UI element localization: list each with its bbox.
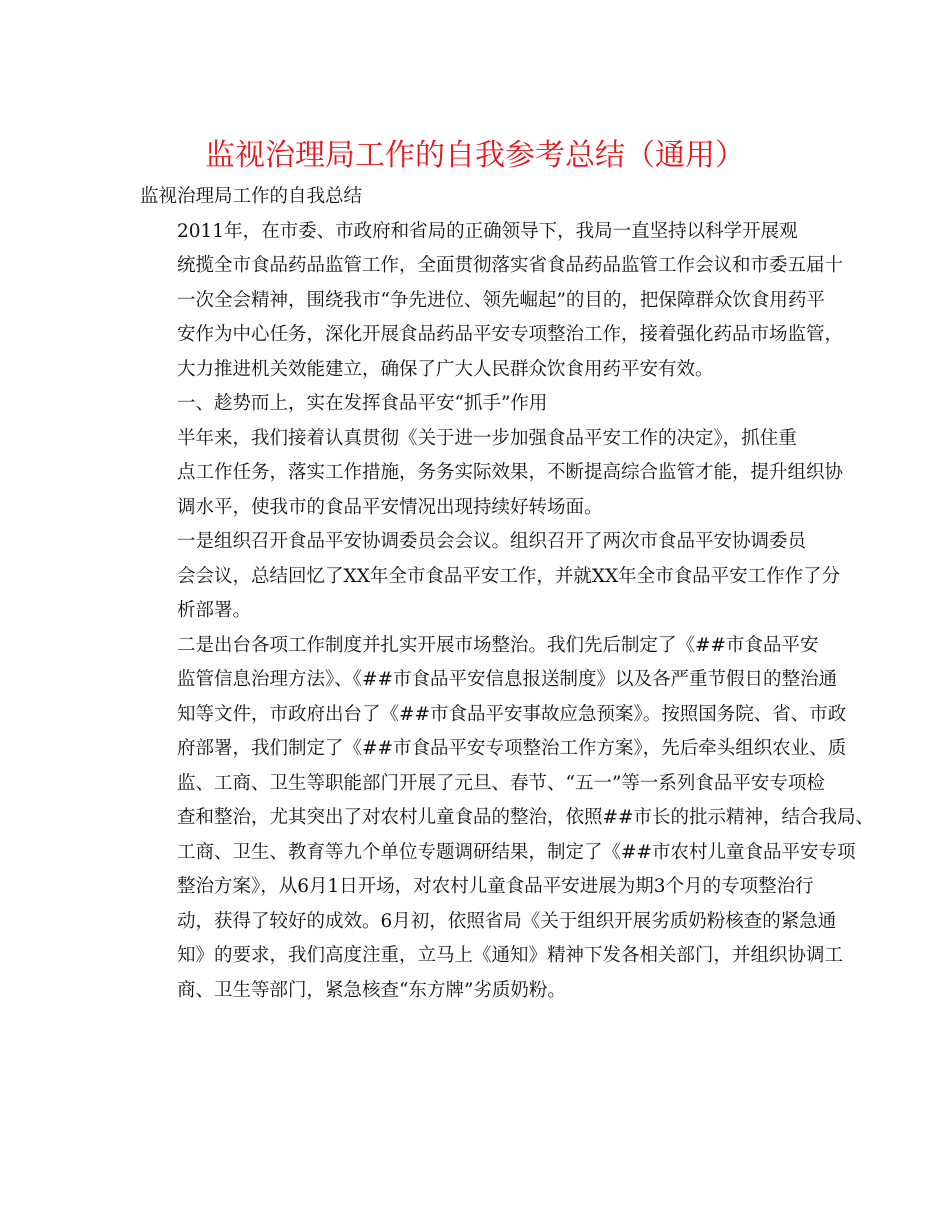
text-line: 动，获得了较好的成效。6月初，依照省局《关于组织开展劣质奶粉核查的紧急通 (177, 910, 837, 932)
text-line: 知》的要求，我们高度注重，立马上《通知》精神下发各相关部门，并组织协调工 (177, 945, 844, 966)
paragraph-half-year (140, 422, 844, 526)
document-subtitle (140, 180, 820, 215)
text-line: 商、卫生等部门，紧急核查“东方牌”劣质奶粉。 (177, 979, 566, 1001)
text-line: 二是出台各项工作制度并扎实开展市场整治。我们先后制定了《##市食品平安 (177, 634, 819, 656)
text-line: 2011年，在市委、市政府和省局的正确领导下，我局一直坚持以科学开展观 (177, 220, 798, 242)
section-heading-one (140, 387, 820, 422)
text-line: 会会议，总结回忆了XX年全市食品平安工作，并就XX年全市食品平安工作作了分 (177, 565, 841, 587)
text-line: 统揽全市食品药品监管工作，全面贯彻落实省食品药品监管工作会议和市委五届十 (177, 255, 844, 276)
text-line: 查和整治，尤其突出了对农村儿童食品的整治，依照##市长的批示精神，结合我局、 (177, 807, 875, 828)
text-line: 整治方案》，从6月1日开场，对农村儿童食品平安进展为期3个月的专项整治行 (177, 876, 814, 897)
text-line: 一是组织召开食品平安协调委员会会议。组织召开了两次市食品平安协调委员 (177, 531, 807, 552)
text-line: 工商、卫生、教育等九个单位专题调研结果，制定了《##市农村儿童食品平安专项 (177, 841, 856, 863)
text-line: 一次全会精神，围绕我市“争先进位、领先崛起”的目的，把保障群众饮食用药平 (177, 289, 825, 311)
text-line: 府部署，我们制定了《##市食品平安专项整治工作方案》，先后牵头组织农业、质 (177, 738, 847, 759)
text-line: 监管信息治理方法》、《##市食品平安信息报送制度》以及各严重节假日的整治通 (177, 669, 838, 690)
text-line: 监、工商、卫生等职能部门开展了元旦、春节、“五一”等一系列食品平安专项检 (177, 772, 825, 794)
text-line: 知等文件，市政府出台了《##市食品平安事故应急预案》。按照国务院、省、市政 (177, 703, 847, 725)
document-title: 监视治理局工作的自我参考总结（通用） (205, 138, 745, 173)
paragraph-item-one (140, 525, 841, 629)
text-line: 半年来，我们接着认真贯彻《关于进一步加强食品平安工作的决定》，抓住重 (177, 427, 797, 449)
text-line: 大力推进机关效能建立，确保了广大人民群众饮食用药平安有效。 (177, 358, 714, 380)
text-line: 调水平，使我市的食品平安情况出现持续好转场面。 (177, 496, 603, 518)
text-line: 析部署。 (177, 600, 252, 621)
subtitle-line: 监视治理局工作的自我总结 (140, 186, 363, 207)
text-line: 安作为中心任务，深化开展食品药品平安专项整治工作，接着强化药品市场监管， (177, 324, 844, 345)
text-line: 一、趁势而上，实在发挥食品平安“抓手”作用 (177, 393, 548, 414)
document-body (140, 180, 875, 1008)
paragraph-item-two (140, 629, 875, 1009)
paragraph-intro (140, 215, 844, 388)
text-line: 点工作任务，落实工作措施，务务实际效果，不断提高综合监管才能，提升组织协 (177, 462, 844, 483)
